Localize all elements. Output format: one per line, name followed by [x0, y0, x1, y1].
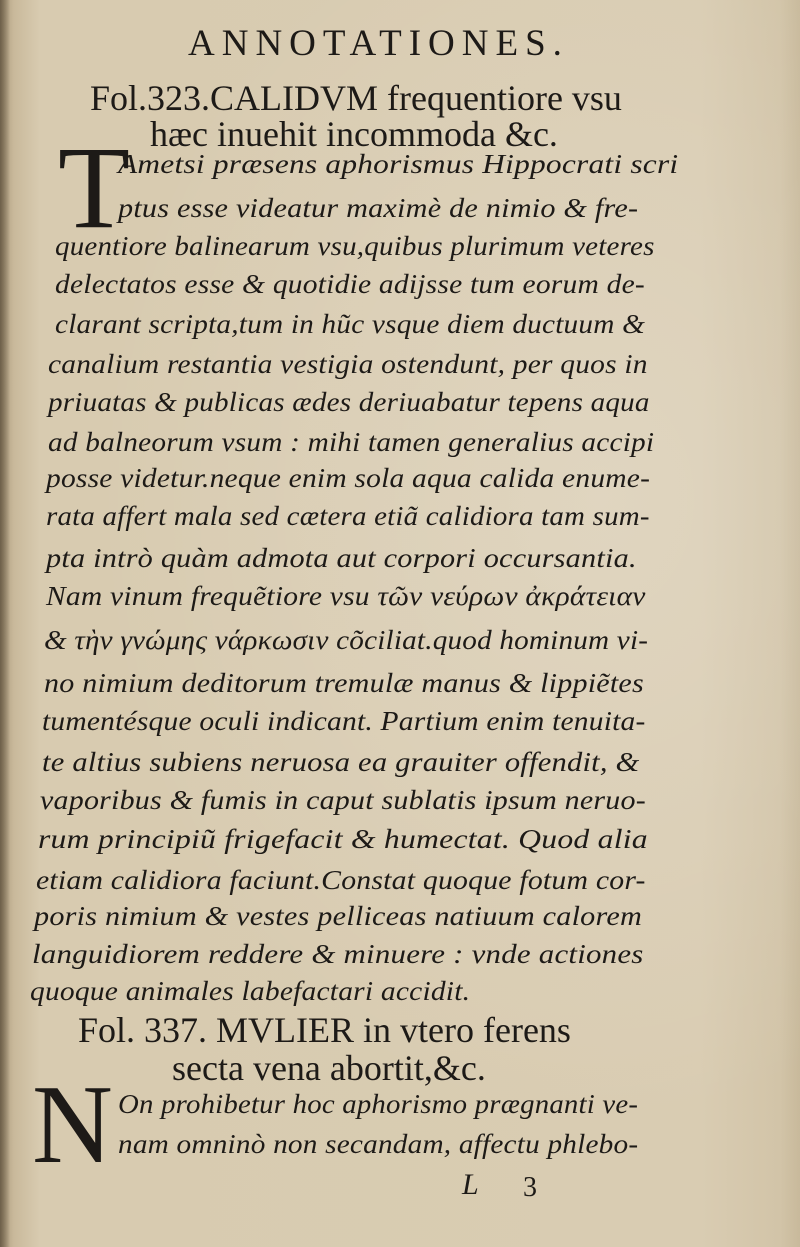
text-line: rum principiũ frigefacit & humectat. Quod alia	[38, 824, 648, 854]
section1-heading-line1: Fol.323.CALIDVM frequentiore vsu	[90, 78, 622, 118]
text-line: ptus esse videatur maximè de nimio & fre-	[118, 193, 639, 223]
section1-drop-cap: T	[58, 122, 131, 253]
text-line: delectatos esse & quotidie adijsse tum eorum de-	[55, 269, 645, 299]
text-line: priuatas & publicas ædes deriuabatur tepens aqua	[48, 387, 650, 417]
text-line: vaporibus & fumis in caput sublatis ipsum neruo-	[40, 785, 646, 815]
text-line: etiam calidiora faciunt.Constat quoque fotum cor-	[36, 865, 646, 895]
text-line: quentiore balinearum vsu,quibus plurimum veteres	[55, 231, 655, 261]
section2-drop-cap: N	[32, 1063, 113, 1187]
text-line: tumentésque oculi indicant. Partium enim tenuita-	[42, 706, 646, 736]
section2-heading-line1: Fol. 337. MVLIER in vtero ferens	[78, 1010, 571, 1050]
text-line: rata affert mala sed cætera etiã calidiora tam sum-	[46, 501, 650, 531]
section1-heading-line2: hæc inuehit incommoda &c.	[150, 114, 558, 154]
page-gutter-shadow	[0, 0, 10, 1247]
text-line: languidiorem reddere & minuere : vnde actiones	[32, 939, 644, 969]
text-line: pta intrò quàm admota aut corpori occursantia.	[46, 543, 637, 573]
text-line: poris nimium & vestes pelliceas natiuum calorem	[34, 901, 642, 931]
running-head: ANNOTATIONES.	[188, 23, 569, 64]
text-line: te altius subiens neruosa ea grauiter offendit, &	[42, 747, 640, 777]
text-line: On prohibetur hoc aphorismo prægnanti ve-	[118, 1089, 639, 1119]
text-line: Ametsi præsens aphorismus Hippocrati scri	[118, 149, 679, 179]
page-number: 3	[523, 1172, 537, 1203]
text-line: quoque animales labefactari accidit.	[30, 976, 471, 1006]
signature-mark: L	[462, 1168, 479, 1201]
text-line: & τὴν γνώμης νάρκωσιν cõciliat.quod hominum vi-	[44, 625, 649, 655]
section2-heading-line2: secta vena abortit,&c.	[172, 1048, 486, 1088]
text-line: canalium restantia vestigia ostendunt, per quos in	[48, 349, 648, 379]
text-line: nam omninò non secandam, affectu phlebo-	[118, 1129, 639, 1159]
text-line: Nam vinum frequẽtiore vsu τῶν νεύρων ἀκράτειαν	[46, 581, 646, 611]
text-line: no nimium deditorum tremulæ manus & lippiẽtes	[44, 668, 644, 698]
text-line: clarant scripta,tum in hũc vsque diem ductuum &	[55, 309, 646, 339]
text-line: posse videtur.neque enim sola aqua calida enume-	[46, 463, 651, 493]
text-line: ad balneorum vsum : mihi tamen generalius accipi	[48, 427, 655, 457]
